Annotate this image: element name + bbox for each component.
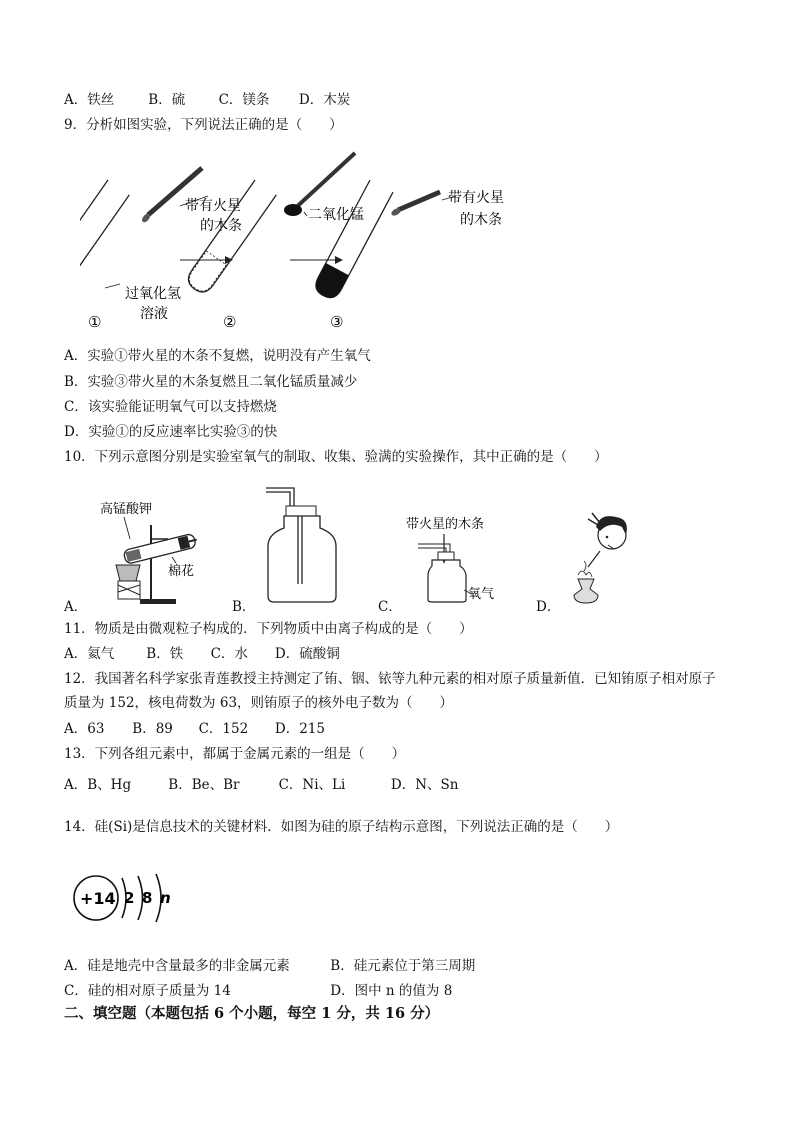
q13-option-b: B．Be、Br — [168, 777, 240, 793]
q14-stem: 14．硅(Si)是信息技术的关键材料．如图为硅的原子结构示意图，下列说法正确的是（ ） — [64, 819, 619, 835]
q9-label-mno2: 二氧化锰 — [308, 207, 364, 223]
q9-option-d: D．实验①的反应速率比实验③的快 — [64, 424, 278, 440]
q9-option-c: C．该实验能证明氧气可以支持燃烧 — [64, 399, 277, 415]
q9-test-tube-figure — [80, 140, 540, 335]
q9-stem: 9．分析如图实验，下列说法正确的是（ ） — [64, 117, 343, 133]
q12-option-d: D．215 — [274, 721, 325, 737]
test-tube-3 — [312, 180, 393, 302]
q8-option-c: C．镁条 — [218, 92, 270, 108]
q14-options-row1 — [64, 957, 475, 975]
q11-option-a: A．氦气 — [64, 646, 115, 662]
q9-label-h2o2-line2: 溶液 — [140, 306, 168, 322]
q12-stem-line1: 12．我国著名科学家张青莲教授主持测定了铕、铟、铱等九种元素的相对原子质量新值．已知铕原子相对原子 — [64, 671, 716, 687]
q8-option-b: B．硫 — [148, 92, 186, 108]
q14-options-row2 — [64, 982, 452, 1000]
q12-option-a: A．63 — [64, 721, 105, 737]
q10-label-splint: 带火星的木条 — [406, 517, 485, 532]
q8-option-a: A．铁丝 — [64, 92, 115, 108]
q10-collection-bottle — [262, 484, 344, 606]
mno2-powder — [284, 204, 302, 216]
q13-option-d: D．N、Sn — [390, 777, 459, 793]
q10-option-d-letter: D． — [536, 599, 561, 615]
spatula — [290, 153, 355, 213]
q10-label-oxygen: 氧气 — [468, 587, 495, 602]
q10-stem: 10．下列示意图分别是实验室氧气的制取、收集、验满的实验操作，其中正确的是（ ） — [64, 449, 608, 465]
q9-label-splint-1-line2: 的木条 — [200, 218, 242, 234]
q9-marker-1: ① — [88, 313, 102, 331]
q10-smelling-gas — [560, 505, 640, 607]
q9-label-h2o2-line1: 过氧化氢 — [125, 286, 181, 302]
q14-option-a: A．硅是地壳中含量最多的非金属元素 — [64, 958, 290, 974]
q10-option-c-letter: C． — [378, 599, 402, 615]
q11-options — [64, 645, 340, 663]
q14-shell-2-electrons: 8 — [142, 889, 153, 907]
q10-label-kmno4: 高锰酸钾 — [100, 502, 153, 517]
q10-option-a-letter: A． — [64, 599, 88, 615]
q14-shell-1-electrons: 2 — [124, 889, 135, 907]
q13-option-a: A．B、Hg — [64, 777, 132, 793]
q12-stem-line2: 质量为 152，核电荷数为 63，则铕原子的核外电子数为（ ） — [64, 695, 454, 711]
q10-label-cotton: 棉花 — [168, 564, 195, 579]
q14-option-c: C．硅的相对原子质量为 14 — [64, 983, 231, 999]
q14-shell-3-electrons: n — [160, 889, 171, 907]
q8-options — [64, 91, 350, 109]
q10-heating-apparatus — [96, 495, 216, 607]
q9-marker-2: ② — [223, 313, 237, 331]
q14-option-d: D．图中 n 的值为 8 — [330, 983, 453, 999]
q9-option-b: B．实验③带火星的木条复燃且二氧化锰质量减少 — [64, 374, 358, 390]
q12-option-b: B．89 — [132, 721, 173, 737]
q12-options — [64, 720, 325, 738]
q11-option-d: D．硫酸铜 — [274, 646, 340, 662]
q9-label-splint-3-line1: 带有火星 — [448, 190, 504, 206]
test-tube-1 — [80, 180, 129, 296]
q13-options — [64, 776, 458, 794]
q11-stem: 11．物质是由微观粒子构成的．下列物质中由离子构成的是（ ） — [64, 621, 473, 637]
q14-nucleus-charge: +14 — [80, 889, 116, 908]
q10-oxygen-check — [404, 514, 514, 606]
q14-option-b: B．硅元素位于第三周期 — [330, 958, 476, 974]
q9-label-splint-3-line2: 的木条 — [460, 212, 502, 228]
q9-marker-3: ③ — [330, 313, 344, 331]
q14-atomic-structure-diagram — [70, 868, 180, 928]
q13-stem: 13．下列各组元素中，都属于金属元素的一组是（ ） — [64, 746, 406, 762]
q11-option-b: B．铁 — [146, 646, 184, 662]
q8-option-d: D．木炭 — [298, 92, 351, 108]
q9-label-splint-1-line1: 带有火星 — [185, 198, 241, 214]
q10-option-b-letter: B． — [232, 599, 256, 615]
wooden-splint-3 — [398, 192, 440, 210]
q9-option-a: A．实验①带火星的木条不复燃，说明没有产生氧气 — [64, 348, 371, 364]
section-2-title: 二、填空题（本题包括 6 个小题，每空 1 分，共 16 分） — [64, 1005, 440, 1022]
q11-option-c: C．水 — [210, 646, 248, 662]
q12-option-c: C．152 — [198, 721, 249, 737]
q13-option-c: C．Ni、Li — [278, 777, 346, 793]
